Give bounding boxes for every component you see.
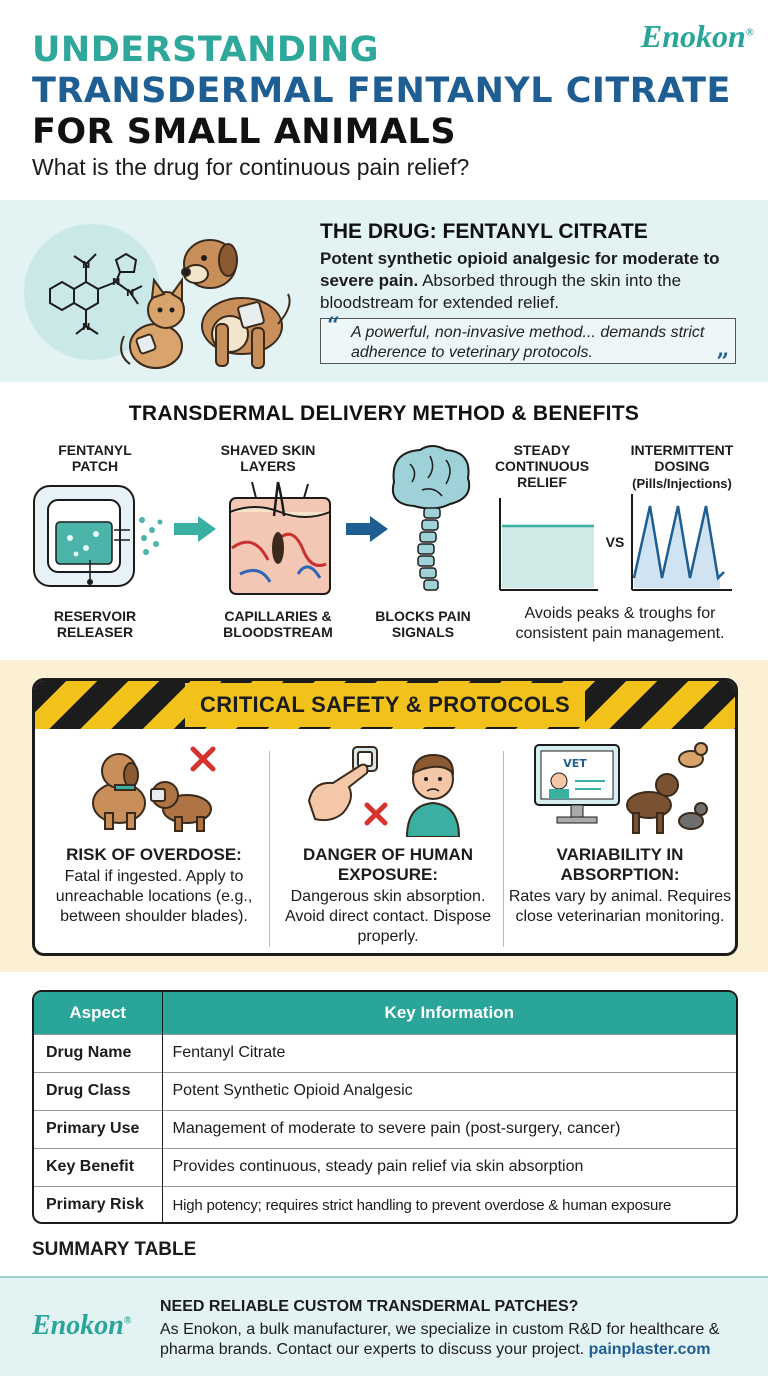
table-cell-info: Potent Synthetic Opioid Analgesic <box>162 1072 736 1110</box>
risk-variability-text: Rates vary by animal. Requires close veterinarian monitoring. <box>508 888 732 925</box>
summary-table <box>32 990 738 1224</box>
step-blocks-pain-label: BLOCKS PAIN SIGNALS <box>375 608 471 640</box>
table-cell-aspect: Drug Name <box>34 1034 162 1072</box>
title-line-2: TRANSDERMAL FENTANYL CITRATE <box>32 71 731 111</box>
table-row <box>34 1186 736 1224</box>
drug-heading: THE DRUG: FENTANYL CITRATE <box>320 220 648 243</box>
table-row <box>34 1072 736 1110</box>
step-patch-label: FENTANYL PATCH <box>58 442 132 474</box>
step-reservoir-label: RESERVOIR RELEASER <box>53 608 137 640</box>
table-cell-aspect: Primary Use <box>34 1110 162 1148</box>
safety-section <box>0 660 768 972</box>
table-cell-aspect: Drug Class <box>34 1072 162 1110</box>
table-cell-info: Management of moderate to severe pain (post-surgery, cancer) <box>162 1110 736 1148</box>
risk-variability <box>505 741 735 951</box>
brain-spine-icon <box>384 442 476 598</box>
table-row <box>34 1034 736 1072</box>
table-header-aspect: Aspect <box>34 992 162 1034</box>
quote-text: A powerful, non-invasive method... demands strict adherence to veterinary protocols. <box>351 324 705 361</box>
svg-text:N: N <box>82 322 91 333</box>
step-capillaries-label: CAPILLARIES & BLOODSTREAM <box>223 608 333 640</box>
skin-layers-icon <box>220 478 340 598</box>
steady-chart-icon <box>494 496 604 592</box>
table-row <box>34 1148 736 1186</box>
table-cell-info: High potency; requires strict handling to prevent overdose & human exposure <box>162 1186 736 1224</box>
table-header-row <box>34 992 736 1034</box>
drug-description-bold: Potent synthetic opioid analgesic for moderate to severe pain. <box>320 249 720 290</box>
table-cell-info: Provides continuous, steady pain relief via skin absorption <box>162 1148 736 1186</box>
intermittent-dosing-label: INTERMITTENT DOSING <box>630 442 734 474</box>
vs-label: VS <box>605 534 625 550</box>
delivery-title: TRANSDERMAL DELIVERY METHOD & BENEFITS <box>128 402 640 425</box>
risk-human-exposure <box>273 741 503 951</box>
website-link[interactable]: painplaster.com <box>588 1341 711 1358</box>
drug-illustration <box>20 214 300 374</box>
risk-overdose <box>39 741 269 951</box>
footer <box>0 1276 768 1376</box>
footer-heading: NEED RELIABLE CUSTOM TRANSDERMAL PATCHES? <box>160 1298 579 1315</box>
arrow-right-icon <box>172 514 218 544</box>
header <box>0 0 768 200</box>
footer-body <box>160 1320 758 1360</box>
table-row <box>34 1110 736 1148</box>
title-line-1: UNDERSTANDING <box>32 30 379 70</box>
risk-human-text: Dangerous skin absorption. Avoid direct contact. Dispose properly. <box>284 888 492 945</box>
table-cell-aspect: Key Benefit <box>34 1148 162 1186</box>
table-cell-aspect: Primary Risk <box>34 1186 162 1224</box>
drug-section <box>0 200 768 382</box>
brand-logo-top[interactable]: Enokon® <box>640 18 754 54</box>
title-line-3: FOR SMALL ANIMALS <box>32 112 457 152</box>
safety-title: CRITICAL SAFETY & PROTOCOLS <box>185 683 585 727</box>
quote-box <box>320 313 736 375</box>
brand-logo-bottom[interactable]: Enokon® <box>32 1310 132 1341</box>
close-quote-icon: ” <box>716 349 729 375</box>
dog-with-patch-icon <box>182 240 290 368</box>
hand-child-icon <box>303 741 473 837</box>
table-header-info: Key Information <box>162 992 736 1034</box>
svg-text:N: N <box>126 288 135 299</box>
subtitle: What is the drug for continuous pain relief? <box>32 154 470 180</box>
safety-card <box>32 678 738 956</box>
risk-variability-title: VARIABILITY IN ABSORPTION: <box>556 845 684 884</box>
dogs-overdose-icon <box>75 741 235 833</box>
step-skin-label: SHAVED SKIN LAYERS <box>220 442 316 474</box>
drug-description-rest: Absorbed through the skin into the bloodstream for extended relief. <box>320 271 682 312</box>
intermittent-dosing-sub: (Pills/Injections) <box>632 476 732 491</box>
intermittent-chart-icon <box>628 492 738 592</box>
svg-text:N: N <box>82 260 91 271</box>
risk-human-title: DANGER OF HUMAN EXPOSURE: <box>303 845 473 884</box>
table-cell-info: Fentanyl Citrate <box>162 1034 736 1072</box>
vet-monitor-icon <box>531 741 711 837</box>
vet-screen-label: VET <box>563 757 587 770</box>
delivery-section <box>0 382 768 660</box>
risk-divider-2 <box>503 751 504 947</box>
open-quote-icon: “ <box>327 313 340 339</box>
svg-text:N: N <box>112 277 121 288</box>
patch-icon <box>30 482 170 592</box>
risk-overdose-title: RISK OF OVERDOSE: <box>66 845 242 864</box>
risk-divider-1 <box>269 751 270 947</box>
footer-body-text: As Enokon, a bulk manufacturer, we specialize in custom R&D for healthcare & pharma brands. Contact our experts to discuss your project. <box>160 1321 720 1358</box>
drug-description <box>320 248 750 314</box>
steady-relief-label: STEADY CONTINUOUS RELIEF <box>494 442 590 490</box>
summary-table-label: SUMMARY TABLE <box>32 1239 197 1260</box>
avoid-peaks-text: Avoids peaks & troughs for consistent pain management. <box>515 605 725 642</box>
risk-overdose-text: Fatal if ingested. Apply to unreachable locations (e.g., between shoulder blades). <box>55 868 253 925</box>
